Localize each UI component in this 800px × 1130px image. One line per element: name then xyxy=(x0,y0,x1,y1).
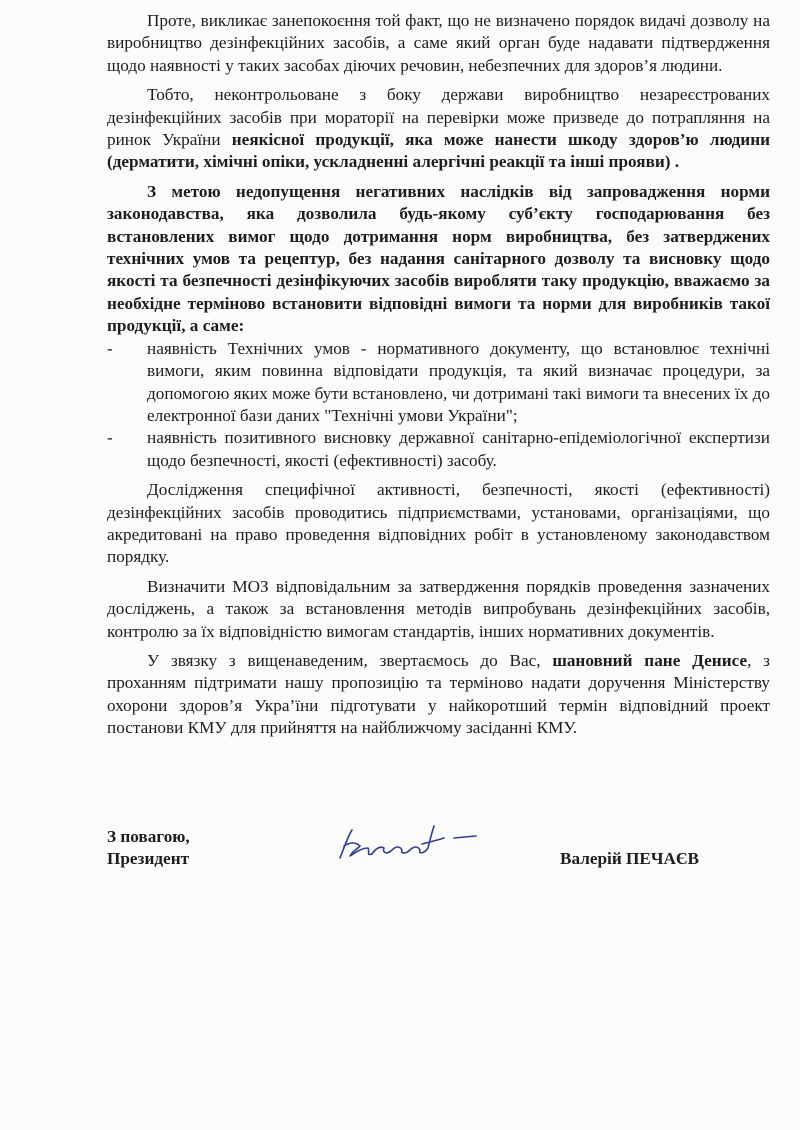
closing-position: Президент xyxy=(107,849,190,869)
closing-block xyxy=(107,826,190,871)
paragraph-text: Тобто, неконтрольоване з боку держави виробництво незареєстрованих дезінфекційних засобів при мораторії на перевірки може призведе до потрапляння на ринок України xyxy=(107,85,770,150)
list-item-text: наявність Технічних умов - нормативного документу, що встановлює технічні вимоги, яким повинна відповідати продукція, та який визначає процедури, за допомогою яких може бути встановлено, чи дотримані такі вимоги та внесених їх до електронної бази даних "Технічні умови України"; xyxy=(147,338,770,425)
list-dash: - xyxy=(107,338,113,358)
letter-body xyxy=(107,10,770,740)
addressee-name: шановний пане Денисе xyxy=(552,650,748,670)
paragraph-concern: Проте, викликає занепокоєння той факт, що не визначено порядок видачі дозволу на виробництво дезінфекційних засобів, а саме який орган буде надавати підтвердження щодо наявності у таких засобах діючих речовин, небезпечних для здоров’я людини. xyxy=(107,11,770,75)
list-item xyxy=(107,427,770,472)
paragraph-bold-text: неякісної продукції, яка може нанести шкоду здоров’ю людини (дерматити, хімічні опіки, ускладненні алергічні реакції та інші прояви) . xyxy=(107,130,770,172)
paragraph-research: Дослідження специфічної активності, безпечності, якості (ефективності) дезінфекційних засобів проводитись підприємствами, установами, організаціями, що акредитовані на право проведення відповідних робіт в установленому законодавством порядку. xyxy=(107,480,770,567)
paragraph-purpose: З метою недопущення негативних наслідків від запровадження норми законодавства, яка дозволила будь-якому суб’єкту господарювання без встановлених вимог щодо дотримання норм виробництва, без затверджених технічних умов та рецептур, без надання санітарного дозволу та висновку щодо якості та безпечності дезінфікуючих засобів виробляти таку продукцію, вважаємо за необхідне терміново встановити відповідні вимоги та норми для виробників такої продукції, а саме: xyxy=(107,181,770,336)
closing-regards: З повагою, xyxy=(107,827,190,846)
list-dash: - xyxy=(107,428,113,448)
list-item xyxy=(107,338,770,428)
paragraph-request xyxy=(107,650,770,740)
paragraph-text: У звязку з вищенаведеним, звертаємось до Вас, xyxy=(147,650,553,670)
paragraph-uncontrolled-production xyxy=(107,84,770,174)
handwritten-signature xyxy=(326,808,506,868)
signatory-name: Валерій ПЕЧАЄВ xyxy=(560,849,699,868)
paragraph-ministry: Визначити МОЗ відповідальним за затвердження порядків проведення зазначених досліджень, а також за встановлення методів випробувань дезінфекційних засобів, контролю за їх відповідністю вимогам стандартів, інших нормативних документів. xyxy=(107,576,770,641)
paragraph-text: , з проханням підтримати нашу пропозицію та терміново надати доручення Міністерству охорони здоров’я Укра’їни підготувати у найкоротший термін відповідний проект постанови КМУ для прийняття на найближчому засіданні КМУ. xyxy=(107,650,770,738)
list-item-text: наявність позитивного висновку державної санітарно-епідеміологічної експертизи щодо безпечності, якості (ефективності) засобу. xyxy=(147,428,770,470)
